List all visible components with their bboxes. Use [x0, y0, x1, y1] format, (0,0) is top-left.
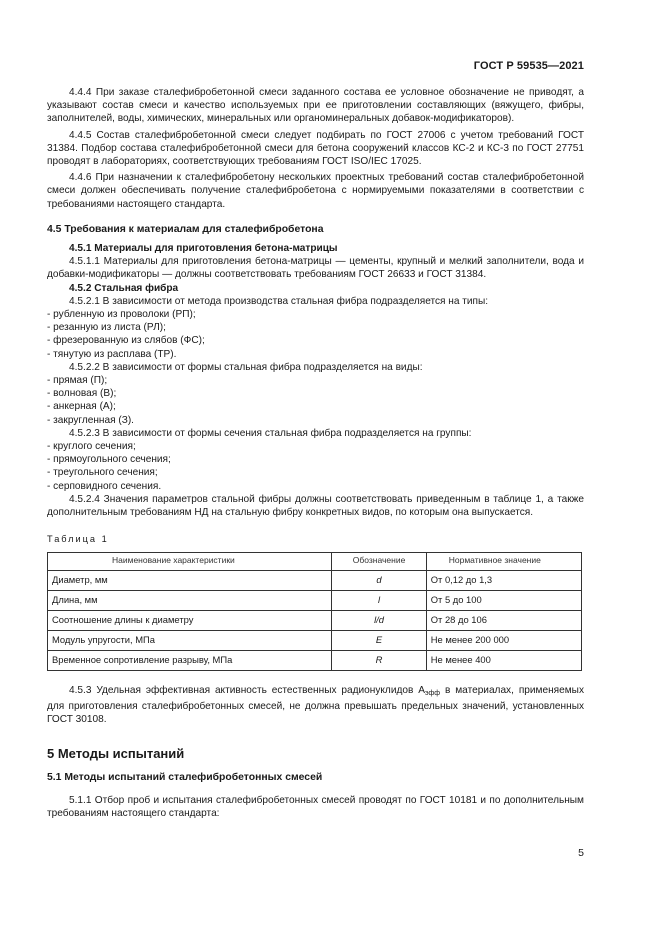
table-cell: Не менее 200 000: [426, 630, 581, 650]
table-cell: Соотношение длины к диаметру: [48, 610, 332, 630]
table-cell: Не менее 400: [426, 650, 581, 670]
table-cell: От 28 до 106: [426, 610, 581, 630]
table-cell: От 0,12 до 1,3: [426, 570, 581, 590]
table-1: [47, 552, 582, 671]
document-body: [47, 86, 584, 820]
paragraph-4-5-2-3: 4.5.2.3 В зависимости от формы сечения стальная фибра подразделяется на группы:: [69, 427, 472, 439]
list-item: - фрезерованную из слябов (ФС);: [47, 335, 205, 347]
table-header-cell: Наименование характеристики: [48, 552, 332, 570]
table-row: [48, 650, 582, 670]
list-item: - закругленная (З).: [47, 414, 134, 426]
paragraph-4-5-3-part-b: в материалах, применяемых для приготовления сталефибробетонных смесей, не должна превышать предельных значений, установленных ГОСТ 30108.: [47, 684, 584, 725]
list-item: - треугольного сечения;: [47, 467, 158, 479]
paragraph-4-5-2-4: 4.5.2.4 Значения параметров стальной фибры должны соответствовать приведенным в таблице 1, а также дополнительным требованиям НД на стальную фибру конкретных видов, по которым она выпускается.: [47, 493, 584, 519]
table-cell: Диаметр, мм: [48, 570, 332, 590]
table-header-cell: Нормативное значение: [426, 552, 581, 570]
list-item: - резанную из листа (РЛ);: [47, 322, 166, 334]
table-caption: Таблица 1: [47, 534, 109, 545]
table-header-row: [48, 552, 582, 570]
paragraph-5-1-1: 5.1.1 Отбор проб и испытания сталефибробетонных смесей проводят по ГОСТ 10181 и по дополнительным требованиям настоящего стандарта:: [47, 794, 584, 819]
list-item: - тянутую из расплава (ТР).: [47, 348, 177, 360]
list-item: - рубленную из проволоки (РП);: [47, 309, 196, 321]
paragraph-4-5-3: [47, 684, 584, 727]
paragraph-4-5-2-1: 4.5.2.1 В зависимости от метода производства стальная фибра подразделяется на типы:: [69, 295, 489, 307]
table-row: [48, 610, 582, 630]
table-cell: Временное сопротивление разрыву, МПа: [48, 650, 332, 670]
table-cell: Длина, мм: [48, 590, 332, 610]
table-header-cell: Обозначение: [332, 552, 426, 570]
table-row: [48, 590, 582, 610]
list-item: - прямоугольного сечения;: [47, 454, 171, 466]
paragraph-4-4-6: 4.4.6 При назначении к сталефибробетону нескольких проектных требований состав сталефибробетонной смеси должен обеспечивать получение сталефибробетона с нормируемыми показателями в соответствии с требованиями настоящего стандарта.: [47, 172, 584, 210]
paragraph-4-4-4: 4.4.4 При заказе сталефибробетонной смеси заданного состава ее условное обозначение не приводят, а указывают состав смеси и качество используемых при ее приготовлении составляющих (вяжущего, фибры, заполнителей, воды, химических, минеральных или органоминеральных добавок-модификаторов).: [47, 87, 584, 125]
paragraph-4-5-3-subscript: эфф: [424, 689, 441, 697]
heading-5: 5 Методы испытаний: [47, 746, 185, 762]
paragraph-4-5-2-2: 4.5.2.2 В зависимости от формы стальная фибра подразделяется на виды:: [69, 361, 423, 373]
heading-4-5-2: 4.5.2 Стальная фибра: [69, 282, 179, 294]
table-cell: d: [332, 570, 426, 590]
table-row: [48, 630, 582, 650]
list-item: - прямая (П);: [47, 375, 108, 387]
list-item: - волновая (В);: [47, 388, 117, 400]
table-cell: l: [332, 590, 426, 610]
list-item: - анкерная (А);: [47, 401, 116, 413]
table-cell: E: [332, 630, 426, 650]
paragraph-4-4-5: 4.4.5 Состав сталефибробетонной смеси следует подбирать по ГОСТ 27006 с учетом требований ГОСТ 31384. Подбор состава сталефибробетонной смеси для бетона сооружений классов КС-2 и КС-3 по ГОСТ 27751 проводят в лабораториях, соответствующих требованиям ГОСТ ISO/IEC 17025.: [47, 129, 584, 168]
table-cell: l/d: [332, 610, 426, 630]
heading-4-5-1: 4.5.1 Материалы для приготовления бетона-матрицы: [69, 243, 338, 255]
table-cell: От 5 до 100: [426, 590, 581, 610]
document-header: ГОСТ Р 59535—2021: [473, 60, 584, 72]
page-number: 5: [578, 847, 584, 859]
table-cell: Модуль упругости, МПа: [48, 630, 332, 650]
table-row: [48, 570, 582, 590]
paragraph-4-5-1-1: 4.5.1.1 Материалы для приготовления бетона-матрицы — цементы, крупный и мелкий заполнители, вода и добавки-модификаторы — должны соответствовать требованиям ГОСТ 26633 и ГОСТ 31384.: [47, 256, 584, 281]
heading-4-5: 4.5 Требования к материалам для сталефибробетона: [47, 223, 324, 235]
heading-5-1: 5.1 Методы испытаний сталефибробетонных смесей: [47, 772, 323, 784]
table-cell: R: [332, 650, 426, 670]
paragraph-4-5-3-part-a: 4.5.3 Удельная эффективная активность естественных радионуклидов A: [69, 684, 425, 696]
list-item: - серповидного сечения.: [47, 480, 162, 492]
list-item: - круглого сечения;: [47, 441, 136, 453]
